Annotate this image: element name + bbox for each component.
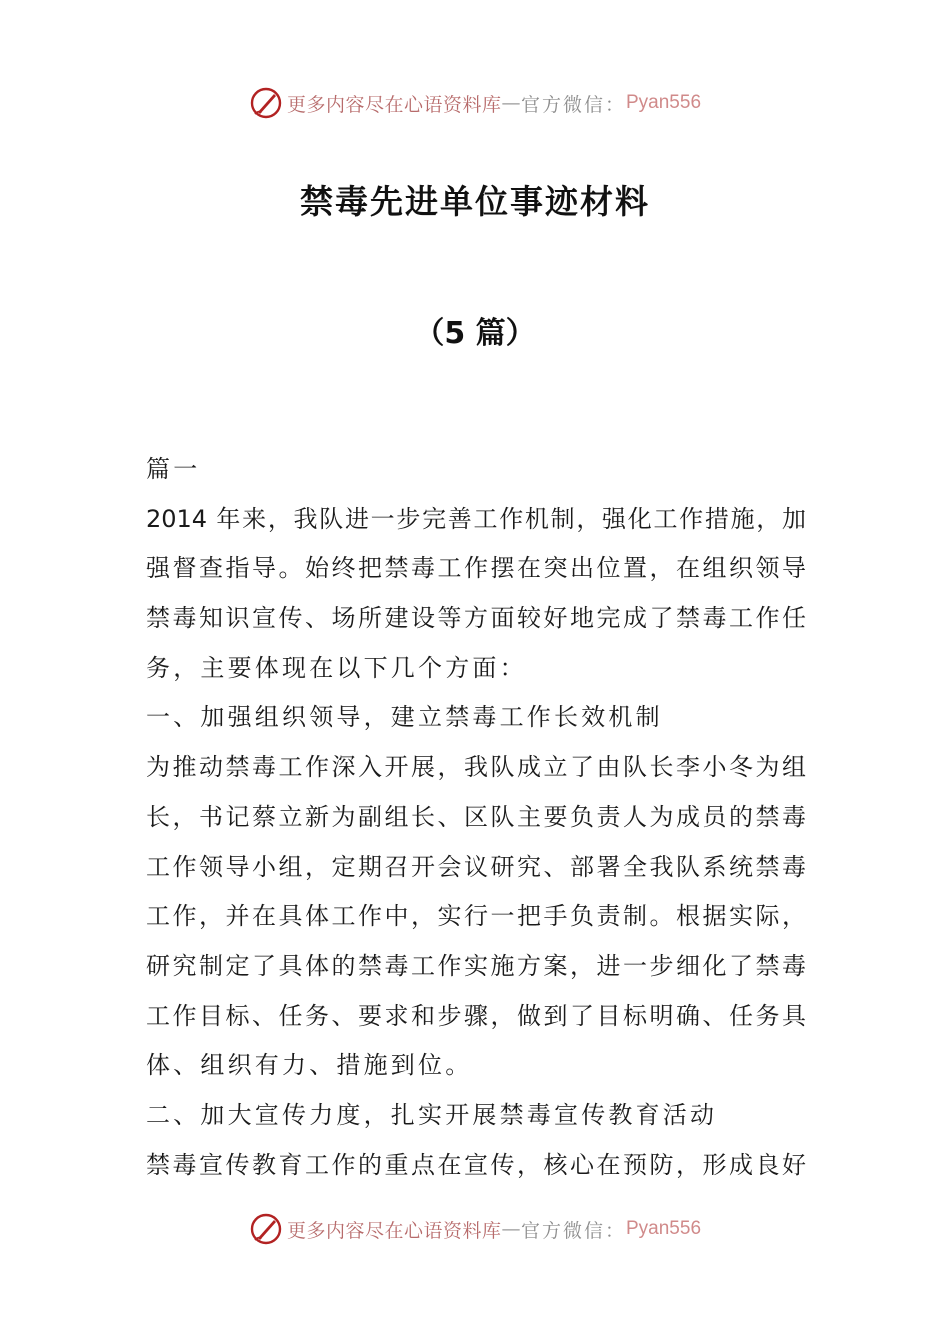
quill-logo-icon	[249, 86, 283, 120]
subheading-line: 一、加强组织领导，建立禁毒工作长效机制	[146, 703, 663, 732]
quill-logo-icon	[249, 1212, 283, 1246]
watermark-wechat-id: Pyan556	[626, 1218, 702, 1239]
document-body	[146, 445, 806, 1190]
watermark-wechat-label: 官方微信：	[520, 93, 626, 116]
paragraph-line: 为推动禁毒工作深入开展，我队成立了由队长李小冬为组	[146, 753, 806, 782]
watermark-dash: —	[501, 92, 521, 114]
watermark-wechat-id: Pyan556	[626, 92, 702, 113]
paragraph-line: 强督查指导。始终把禁毒工作摆在突出位置，在组织领导	[146, 554, 806, 583]
paragraph-line: 体、组织有力、措施到位。	[146, 1051, 473, 1080]
paragraph-line: 2014 年来，我队进一步完善工作机制，强化工作措施，加	[146, 504, 806, 533]
paragraph-line: 长，书记蔡立新为副组长、区队主要负责人为成员的禁毒	[146, 802, 806, 831]
section-heading: 篇一	[146, 455, 201, 483]
document-subtitle: （5 篇）	[414, 316, 536, 351]
subheading-line: 二、加大宣传力度，扎实开展禁毒宣传教育活动	[146, 1100, 718, 1129]
header-watermark	[0, 83, 950, 123]
footer-watermark	[0, 1209, 950, 1249]
paragraph-line: 工作，并在具体工作中，实行一把手负责制。根据实际，	[146, 902, 806, 931]
paragraph-line: 工作领导小组，定期召开会议研究、部署全我队系统禁毒	[146, 852, 806, 881]
paragraph-line: 研究制定了具体的禁毒工作实施方案，进一步细化了禁毒	[146, 951, 806, 980]
document-title: 禁毒先进单位事迹材料	[300, 182, 650, 221]
watermark-site-text: 更多内容尽在心语资料库	[286, 93, 502, 116]
paragraph-line: 禁毒知识宣传、场所建设等方面较好地完成了禁毒工作任	[146, 604, 806, 633]
watermark-site-text: 更多内容尽在心语资料库	[286, 1219, 502, 1242]
paragraph-line: 工作目标、任务、要求和步骤，做到了目标明确、任务具	[146, 1001, 806, 1030]
paragraph-line: 务，主要体现在以下几个方面：	[146, 653, 527, 682]
watermark-wechat-label: 官方微信：	[520, 1219, 626, 1242]
watermark-dash: —	[501, 1218, 521, 1240]
paragraph-line: 禁毒宣传教育工作的重点在宣传，核心在预防，形成良好	[146, 1150, 806, 1179]
